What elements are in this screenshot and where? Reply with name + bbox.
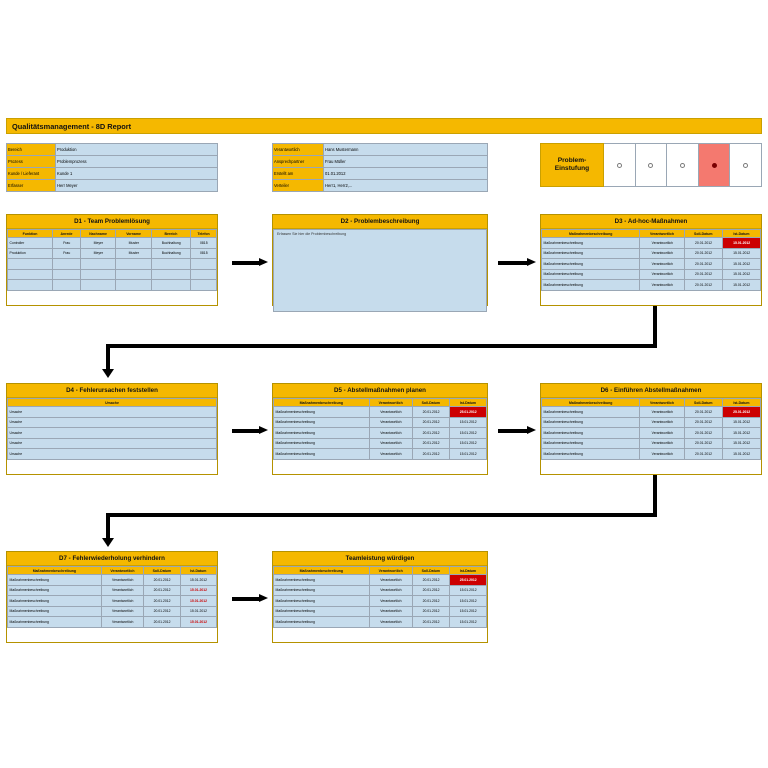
d8-col-1: Maßnahmenbeschreibung — [274, 567, 370, 575]
table-row[interactable] — [274, 617, 487, 628]
radio-icon — [648, 163, 653, 168]
d3-cell[interactable]: 20.01.2012 — [684, 280, 722, 291]
d6-col-1: Maßnahmenbeschreibung — [542, 399, 640, 407]
page-title — [6, 118, 762, 134]
table-row — [273, 180, 488, 192]
d1-col-5: Bereich — [151, 230, 190, 238]
d3-col-3: Soll-Datum — [684, 230, 722, 238]
d7-cell[interactable]: 20.01.2012 — [144, 596, 180, 607]
rating-option-5[interactable] — [730, 143, 762, 187]
d5-col-1: Maßnahmenbeschreibung — [274, 399, 370, 407]
d5-cell[interactable]: 15.01.2012 — [449, 428, 486, 439]
d1-cell[interactable] — [53, 280, 81, 291]
d7-cell[interactable]: 15.01.2012 — [180, 575, 216, 586]
d7-cell[interactable]: Verantwortlich — [101, 617, 143, 628]
d6-cell[interactable]: 20.01.2012 — [684, 438, 722, 449]
d6-cell[interactable]: Verantwortlich — [640, 407, 684, 418]
d6-cell[interactable]: 15.01.2012 — [722, 438, 760, 449]
d1-table[interactable] — [7, 229, 217, 291]
arrow-d5-to-d6 — [498, 426, 536, 435]
d7-cell[interactable]: 15.01.2012 — [180, 596, 216, 607]
table-row[interactable] — [274, 575, 487, 586]
d5-cell[interactable]: Verantwortlich — [369, 428, 412, 439]
d3-table[interactable] — [541, 229, 761, 291]
d6-cell[interactable]: 20.01.2012 — [684, 417, 722, 428]
table-row[interactable] — [8, 248, 217, 259]
d1-cell[interactable] — [116, 269, 151, 280]
d6-cell[interactable]: Maßnahmenbeschreibung — [542, 449, 640, 460]
d1-cell[interactable]: Buchhaltung — [151, 238, 190, 249]
d5-cell[interactable]: 15.01.2012 — [449, 449, 486, 460]
d8-cell[interactable]: 20.01.2012 — [412, 596, 449, 607]
panel-d7-title: D7 - Fehlerwiederholung verhindern — [7, 552, 217, 566]
panel-d6 — [540, 383, 762, 475]
d3-col-4: Ist-Datum — [722, 230, 760, 238]
d5-cell[interactable]: Verantwortlich — [369, 407, 412, 418]
arrow-d2-to-d3 — [498, 258, 536, 267]
table-row — [273, 156, 488, 168]
table-row[interactable] — [542, 269, 761, 280]
d4-table[interactable] — [7, 398, 217, 460]
panel-d5-title: D5 - Abstellmaßnahmen planen — [273, 384, 487, 398]
d5-cell[interactable]: Maßnahmenbeschreibung — [274, 417, 370, 428]
d4-cell[interactable]: Ursache — [8, 428, 217, 439]
d7-col-1: Maßnahmenbeschreibung — [8, 567, 102, 575]
d8-cell[interactable]: 15.01.2012 — [449, 585, 486, 596]
header-info-right — [272, 143, 488, 187]
radio-icon — [743, 163, 748, 168]
d8-cell[interactable]: 15.01.2012 — [449, 617, 486, 628]
d8-cell[interactable]: Maßnahmenbeschreibung — [274, 606, 370, 617]
d1-cell[interactable]: Controller — [8, 238, 53, 249]
table-row[interactable] — [542, 280, 761, 291]
d1-cell[interactable]: Produktion — [8, 248, 53, 259]
d8-cell[interactable]: Verantwortlich — [369, 617, 412, 628]
panel-d2-title: D2 - Problembeschreibung — [273, 215, 487, 229]
d7-col-2: Verantwortlich — [101, 567, 143, 575]
info-right-value[interactable]: 01.01.2012 — [324, 168, 488, 180]
d1-cell[interactable]: Frau — [53, 238, 81, 249]
panel-d2 — [272, 214, 488, 306]
d1-cell[interactable] — [116, 280, 151, 291]
d7-cell[interactable]: Verantwortlich — [101, 596, 143, 607]
table-row[interactable] — [8, 428, 217, 439]
info-right-value[interactable]: Herr1, Herr2,... — [324, 180, 488, 192]
d6-cell[interactable]: 15.01.2012 — [722, 428, 760, 439]
info-left-value[interactable]: Herr Meyer — [56, 180, 218, 192]
panel-d8-title: Teamleistung würdigen — [273, 552, 487, 566]
d3-cell[interactable]: Verantwortlich — [640, 259, 684, 270]
d5-cell[interactable]: Maßnahmenbeschreibung — [274, 428, 370, 439]
page-title-text: Qualitätsmanagement - 8D Report — [12, 121, 132, 131]
d5-cell[interactable]: 20.01.2012 — [412, 407, 449, 418]
d1-cell[interactable] — [80, 259, 115, 270]
d7-cell[interactable]: Maßnahmenbeschreibung — [8, 585, 102, 596]
d3-cell[interactable]: Verantwortlich — [640, 280, 684, 291]
d5-col-4: Ist-Datum — [449, 399, 486, 407]
d3-col-2: Verantwortlich — [640, 230, 684, 238]
table-row[interactable] — [542, 449, 761, 460]
d1-col-2: Anrede — [53, 230, 81, 238]
table-row[interactable] — [8, 407, 217, 418]
d1-cell[interactable] — [191, 269, 217, 280]
d8-col-3: Soll-Datum — [412, 567, 449, 575]
arrow-d6-to-d7 — [100, 475, 660, 547]
panel-d3 — [540, 214, 762, 306]
d6-col-4: Ist-Datum — [722, 399, 760, 407]
d8-cell[interactable]: Maßnahmenbeschreibung — [274, 617, 370, 628]
d8-cell[interactable]: Verantwortlich — [369, 596, 412, 607]
d1-cell[interactable] — [191, 259, 217, 270]
d7-cell[interactable]: Maßnahmenbeschreibung — [8, 606, 102, 617]
d1-cell[interactable] — [53, 259, 81, 270]
d8-table[interactable] — [273, 566, 487, 628]
d3-col-1: Maßnahmenbeschreibung — [542, 230, 640, 238]
table-header-row — [8, 230, 217, 238]
d6-cell[interactable]: 20.01.2012 — [684, 449, 722, 460]
d1-cell[interactable] — [53, 269, 81, 280]
table-row — [7, 168, 218, 180]
table-row[interactable] — [8, 449, 217, 460]
d1-cell[interactable]: 0815 — [191, 238, 217, 249]
d6-cell[interactable]: 20.01.2012 — [684, 407, 722, 418]
d3-cell[interactable]: 15.01.2012 — [722, 248, 760, 259]
d3-cell[interactable]: Verantwortlich — [640, 269, 684, 280]
radio-icon — [617, 163, 622, 168]
d3-cell[interactable]: Verantwortlich — [640, 248, 684, 259]
d5-cell[interactable]: 20.01.2012 — [412, 428, 449, 439]
d6-table[interactable] — [541, 398, 761, 460]
table-row — [273, 144, 488, 156]
d5-cell[interactable]: Verantwortlich — [369, 438, 412, 449]
table-row[interactable] — [542, 259, 761, 270]
panel-d1-title: D1 - Team Problemlösung — [7, 215, 217, 229]
d5-cell[interactable]: 25.01.2012 — [449, 407, 486, 418]
d3-cell[interactable]: Verantwortlich — [640, 238, 684, 249]
panel-d4-title: D4 - Fehlerursachen feststellen — [7, 384, 217, 398]
d3-cell[interactable]: Maßnahmenbeschreibung — [542, 280, 640, 291]
d8-col-2: Verantwortlich — [369, 567, 412, 575]
info-right-key: Erstellt am — [273, 168, 324, 180]
d3-cell[interactable]: 20.01.2012 — [684, 248, 722, 259]
d1-cell[interactable]: Frau — [53, 248, 81, 259]
d5-col-2: Verantwortlich — [369, 399, 412, 407]
d8-cell[interactable]: 25.01.2012 — [449, 575, 486, 586]
d6-cell[interactable]: 20.01.2012 — [684, 428, 722, 439]
table-header-row — [274, 567, 487, 575]
table-row[interactable] — [274, 596, 487, 607]
panel-d1 — [6, 214, 218, 306]
table-row[interactable] — [8, 575, 217, 586]
table-row[interactable] — [274, 585, 487, 596]
d5-cell[interactable]: 20.01.2012 — [412, 449, 449, 460]
d5-cell[interactable]: Maßnahmenbeschreibung — [274, 438, 370, 449]
table-header-row — [8, 567, 217, 575]
d7-cell[interactable]: 20.01.2012 — [144, 585, 180, 596]
d7-cell[interactable]: Maßnahmenbeschreibung — [8, 596, 102, 607]
problem-description-input[interactable]: Erfassen Sie hier die Problembeschreibung — [273, 229, 487, 312]
d8-cell[interactable]: Verantwortlich — [369, 585, 412, 596]
info-right-value[interactable]: Frau Müller — [324, 156, 488, 168]
d1-cell[interactable]: Buchhaltung — [151, 248, 190, 259]
d8-cell[interactable]: 20.01.2012 — [412, 585, 449, 596]
d1-cell[interactable]: Meyer — [80, 238, 115, 249]
panel-d5 — [272, 383, 488, 475]
table-row[interactable] — [274, 407, 487, 418]
d6-cell[interactable]: 15.01.2012 — [722, 417, 760, 428]
arrow-d4-to-d5 — [232, 426, 268, 435]
d7-cell[interactable]: 15.01.2012 — [180, 617, 216, 628]
panel-d6-title: D6 - Einführen Abstellmaßnahmen — [541, 384, 761, 398]
d5-cell[interactable]: 20.01.2012 — [412, 438, 449, 449]
d5-col-3: Soll-Datum — [412, 399, 449, 407]
d8-cell[interactable]: Maßnahmenbeschreibung — [274, 575, 370, 586]
d3-cell[interactable]: 15.01.2012 — [722, 238, 760, 249]
d3-cell[interactable]: 20.01.2012 — [684, 259, 722, 270]
d8-cell[interactable]: 15.01.2012 — [449, 606, 486, 617]
d5-cell[interactable]: Verantwortlich — [369, 417, 412, 428]
d3-cell[interactable]: 20.01.2012 — [684, 238, 722, 249]
info-right-value[interactable]: Hans Mustermann — [324, 144, 488, 156]
d3-cell[interactable]: Maßnahmenbeschreibung — [542, 269, 640, 280]
table-row[interactable] — [8, 596, 217, 607]
table-row[interactable] — [274, 417, 487, 428]
d3-cell[interactable]: 20.01.2012 — [684, 269, 722, 280]
info-right-key: Ansprechpartner — [273, 156, 324, 168]
d1-cell[interactable] — [191, 280, 217, 291]
table-row — [7, 156, 218, 168]
d6-cell[interactable]: Verantwortlich — [640, 449, 684, 460]
table-row[interactable] — [542, 407, 761, 418]
d7-cell[interactable]: Verantwortlich — [101, 575, 143, 586]
d8-cell[interactable]: 15.01.2012 — [449, 596, 486, 607]
d4-cell[interactable]: Ursache — [8, 407, 217, 418]
d7-cell[interactable]: 20.01.2012 — [144, 606, 180, 617]
d7-cell[interactable]: 20.01.2012 — [144, 617, 180, 628]
d6-cell[interactable]: Verantwortlich — [640, 428, 684, 439]
table-row[interactable] — [542, 428, 761, 439]
d6-cell[interactable]: Verantwortlich — [640, 417, 684, 428]
d7-cell[interactable]: Verantwortlich — [101, 585, 143, 596]
info-left-key: Bereich — [7, 144, 56, 156]
info-left-value[interactable]: Kunde 1 — [56, 168, 218, 180]
d5-cell[interactable]: Maßnahmenbeschreibung — [274, 407, 370, 418]
problem-rating-cells[interactable] — [604, 143, 762, 187]
table-row[interactable] — [542, 417, 761, 428]
d1-col-4: Vorname — [116, 230, 151, 238]
table-row[interactable] — [8, 606, 217, 617]
table-row[interactable] — [274, 606, 487, 617]
table-row — [7, 180, 218, 192]
d7-cell[interactable]: 15.01.2012 — [180, 585, 216, 596]
d3-cell[interactable]: 15.01.2012 — [722, 269, 760, 280]
table-row[interactable] — [8, 269, 217, 280]
d8-cell[interactable]: Verantwortlich — [369, 606, 412, 617]
d1-cell[interactable] — [151, 269, 190, 280]
d3-cell[interactable]: 15.01.2012 — [722, 259, 760, 270]
d4-col-1: Ursache — [8, 399, 217, 407]
d5-table[interactable] — [273, 398, 487, 460]
table-row[interactable] — [8, 585, 217, 596]
table-row[interactable] — [8, 617, 217, 628]
table-header-row — [542, 230, 761, 238]
d7-cell[interactable]: 15.01.2012 — [180, 606, 216, 617]
d1-cell[interactable]: Meyer — [80, 248, 115, 259]
info-left-value[interactable]: Produktion — [56, 144, 218, 156]
rating-option-3[interactable] — [667, 143, 699, 187]
table-row[interactable] — [542, 238, 761, 249]
problem-rating — [540, 143, 762, 187]
problem-rating-label: Problem-Einstufung — [540, 143, 604, 187]
d1-cell[interactable]: Muster — [116, 248, 151, 259]
d6-col-2: Verantwortlich — [640, 399, 684, 407]
table-row[interactable] — [542, 438, 761, 449]
d4-cell[interactable]: Ursache — [8, 438, 217, 449]
info-right-key: Verantwortlich — [273, 144, 324, 156]
info-right-key: Verteiler — [273, 180, 324, 192]
d7-col-3: Soll-Datum — [144, 567, 180, 575]
table-row — [7, 144, 218, 156]
d1-col-1: Funktion — [8, 230, 53, 238]
d8-cell[interactable]: 20.01.2012 — [412, 606, 449, 617]
d5-cell[interactable]: 20.01.2012 — [412, 417, 449, 428]
d1-col-3: Nachname — [80, 230, 115, 238]
d8-cell[interactable]: 20.01.2012 — [412, 617, 449, 628]
d7-cell[interactable]: Maßnahmenbeschreibung — [8, 575, 102, 586]
d7-col-4: Ist-Datum — [180, 567, 216, 575]
d6-cell[interactable]: Maßnahmenbeschreibung — [542, 407, 640, 418]
table-row[interactable] — [274, 438, 487, 449]
d4-cell[interactable]: Ursache — [8, 417, 217, 428]
d1-cell[interactable] — [151, 259, 190, 270]
info-left-key: Erfasser — [7, 180, 56, 192]
table-row[interactable] — [8, 417, 217, 428]
d1-cell[interactable]: 0815 — [191, 248, 217, 259]
table-header-row — [8, 399, 217, 407]
table-row[interactable] — [274, 428, 487, 439]
radio-icon — [712, 163, 717, 168]
d3-cell[interactable]: Maßnahmenbeschreibung — [542, 259, 640, 270]
header-info-left — [6, 143, 218, 187]
d1-cell[interactable] — [151, 280, 190, 291]
table-row — [273, 168, 488, 180]
radio-icon — [680, 163, 685, 168]
info-left-key: Kunde / Lieferant — [7, 168, 56, 180]
table-row[interactable] — [8, 238, 217, 249]
info-left-value[interactable]: Problemprozess — [56, 156, 218, 168]
d1-cell[interactable] — [80, 280, 115, 291]
rating-option-2[interactable] — [636, 143, 668, 187]
d6-cell[interactable]: 15.01.2012 — [722, 449, 760, 460]
panel-d8 — [272, 551, 488, 643]
table-header-row — [274, 399, 487, 407]
panel-d7 — [6, 551, 218, 643]
table-row[interactable] — [8, 280, 217, 291]
rating-option-4[interactable] — [699, 143, 731, 187]
table-row[interactable] — [542, 248, 761, 259]
d7-table[interactable] — [7, 566, 217, 628]
d6-cell[interactable]: Maßnahmenbeschreibung — [542, 438, 640, 449]
d1-cell[interactable] — [8, 269, 53, 280]
d1-cell[interactable]: Muster — [116, 238, 151, 249]
d8-cell[interactable]: Maßnahmenbeschreibung — [274, 596, 370, 607]
d5-cell[interactable]: Maßnahmenbeschreibung — [274, 449, 370, 460]
d8-cell[interactable]: 20.01.2012 — [412, 575, 449, 586]
d1-cell[interactable] — [8, 280, 53, 291]
table-row[interactable] — [8, 259, 217, 270]
d1-col-6: Telefon — [191, 230, 217, 238]
d1-cell[interactable] — [80, 269, 115, 280]
info-left-key: Prozess — [7, 156, 56, 168]
d8-cell[interactable]: Maßnahmenbeschreibung — [274, 585, 370, 596]
d8-cell[interactable]: Verantwortlich — [369, 575, 412, 586]
d4-cell[interactable]: Ursache — [8, 449, 217, 460]
d5-cell[interactable]: Verantwortlich — [369, 449, 412, 460]
table-row[interactable] — [8, 438, 217, 449]
d7-cell[interactable]: Verantwortlich — [101, 606, 143, 617]
d1-cell[interactable] — [116, 259, 151, 270]
d7-cell[interactable]: 20.01.2012 — [144, 575, 180, 586]
d6-cell[interactable]: Maßnahmenbeschreibung — [542, 428, 640, 439]
d3-cell[interactable]: 15.01.2012 — [722, 280, 760, 291]
d3-cell[interactable]: Maßnahmenbeschreibung — [542, 238, 640, 249]
d6-cell[interactable]: 25.01.2012 — [722, 407, 760, 418]
arrow-d3-to-d4 — [100, 306, 660, 378]
d6-cell[interactable]: Maßnahmenbeschreibung — [542, 417, 640, 428]
panel-d4 — [6, 383, 218, 475]
arrow-d7-to-d8 — [232, 594, 268, 603]
panel-d3-title: D3 - Ad-hoc-Maßnahmen — [541, 215, 761, 229]
d8-col-4: Ist-Datum — [449, 567, 486, 575]
d7-cell[interactable]: Maßnahmenbeschreibung — [8, 617, 102, 628]
rating-option-1[interactable] — [604, 143, 636, 187]
d1-cell[interactable] — [8, 259, 53, 270]
d5-cell[interactable]: 15.01.2012 — [449, 417, 486, 428]
d6-cell[interactable]: Verantwortlich — [640, 438, 684, 449]
table-row[interactable] — [274, 449, 487, 460]
arrow-d1-to-d2 — [232, 258, 268, 267]
d5-cell[interactable]: 15.01.2012 — [449, 438, 486, 449]
d6-col-3: Soll-Datum — [684, 399, 722, 407]
table-header-row — [542, 399, 761, 407]
d3-cell[interactable]: Maßnahmenbeschreibung — [542, 248, 640, 259]
